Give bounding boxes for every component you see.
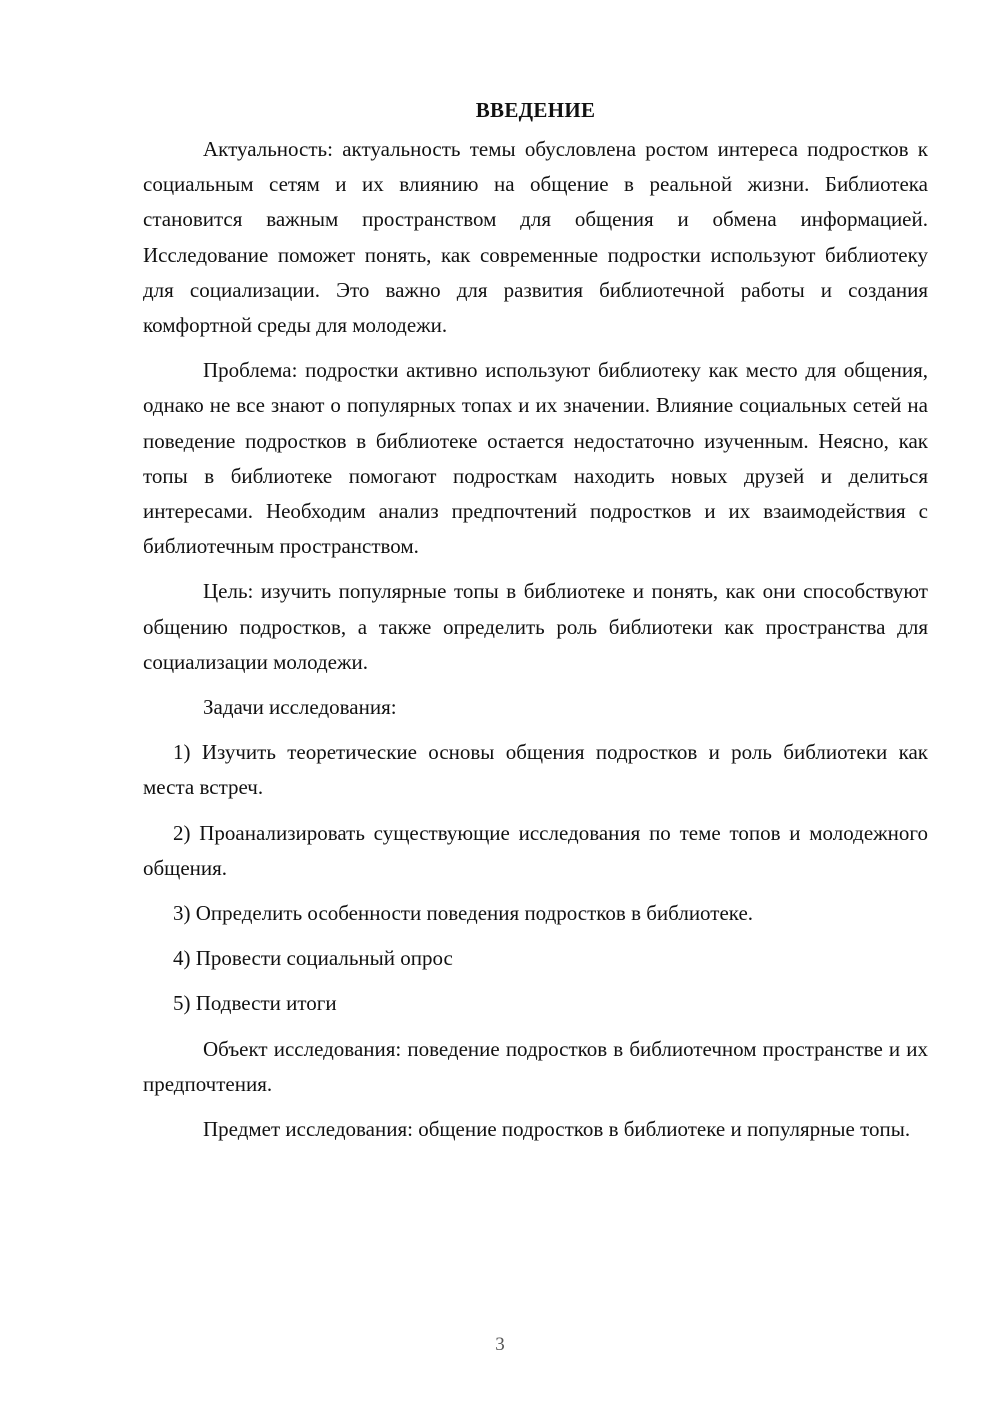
task-item-4: 4) Провести социальный опрос [173,946,453,971]
document-page [143,94,928,1157]
subject-paragraph: Предмет исследования: общение подростков в библиотеке и популярные топы. [203,1117,911,1142]
relevance-paragraph: Актуальность: актуальность темы обусловлена ростом интереса подростков к социальным сетям и их влиянию на общение в реальной жизни. Библиотека становится важным пространством для общения и обмена информацией. Исследование поможет понять, как современные подростки используют библиотеку для социализации. Это важно для развития библиотечной работы и создания комфортной среды для молодежи. [143,137,928,338]
page-title: ВВЕДЕНИЕ [475,98,596,122]
object-paragraph: Объект исследования: поведение подростков в библиотечном пространстве и их предпочтения. [143,1036,928,1096]
goal-paragraph: Цель: изучить популярные топы в библиотеке и понять, как они способствуют общению подростков, а также определить роль библиотеки как пространства для социализации молодежи. [143,579,928,674]
task-item-2: 2) Проанализировать существующие исследования по теме топов и молодежного общения. [143,820,928,880]
task-item-1: 1) Изучить теоретические основы общения подростков и роль библиотеки как места встреч. [143,740,928,800]
task-item-5: 5) Подвести итоги [173,991,337,1016]
tasks-intro: Задачи исследования: [203,695,397,720]
task-item-3: 3) Определить особенности поведения подростков в библиотеке. [173,901,754,926]
page-number: 3 [495,1334,505,1355]
problem-paragraph: Проблема: подростки активно используют библиотеку как место для общения, однако не все знают о популярных топах и их значении. Влияние социальных сетей на поведение подростков в библиотеке остается недостаточно изученным. Неясно, как топы в библиотеке помогают подросткам находить новых друзей и делиться интересами. Необходим анализ предпочтений подростков и их взаимодействия с библиотечным пространством. [143,358,928,559]
